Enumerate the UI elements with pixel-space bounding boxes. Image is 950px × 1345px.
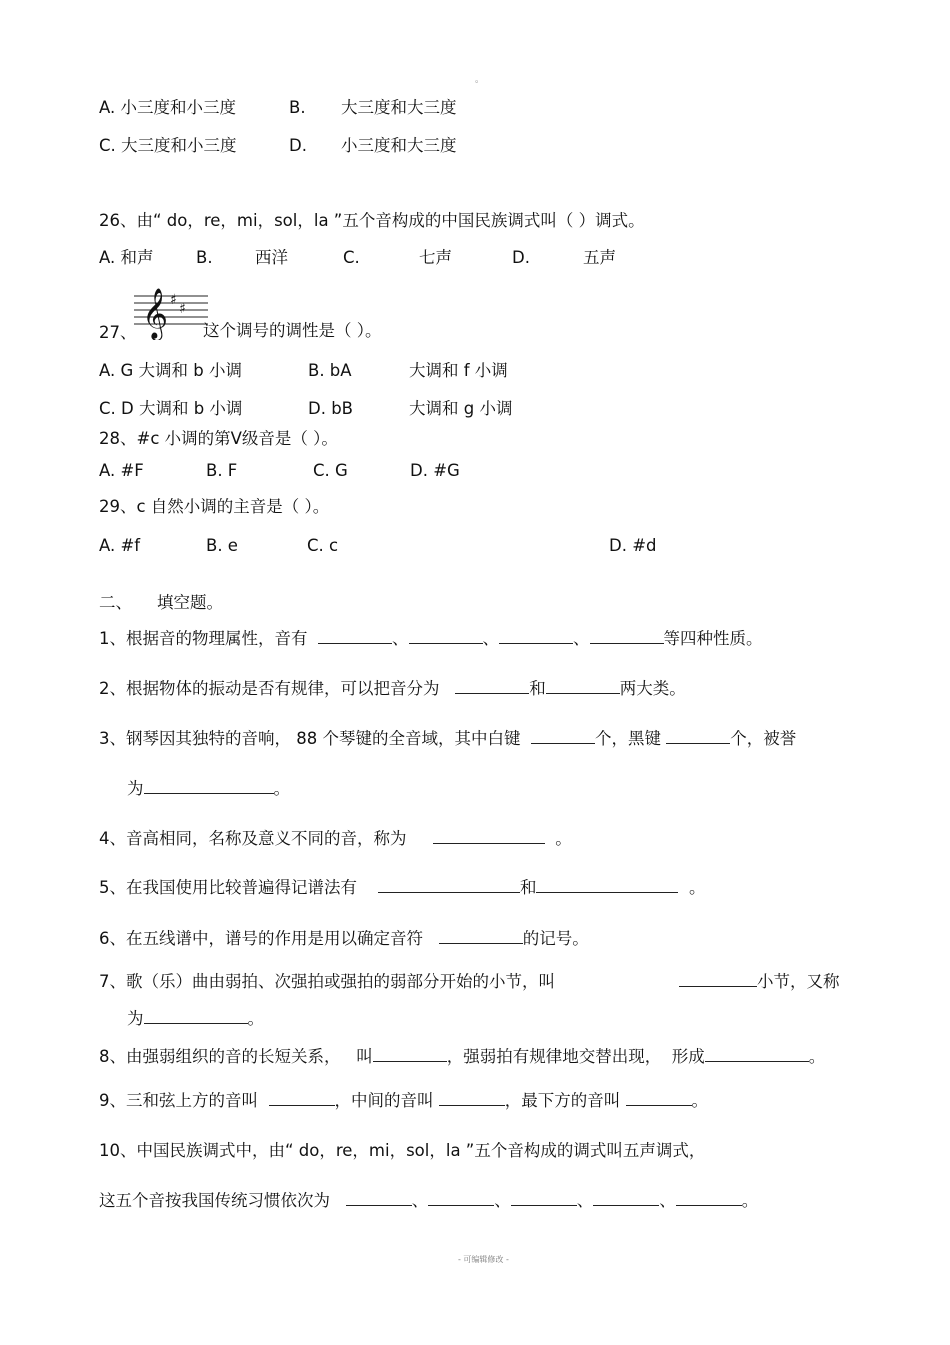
q25-option-a: A. 小三度和小三度 xyxy=(99,98,236,117)
q28-option-a: A. #F xyxy=(99,461,144,480)
q26-option-a: A. 和声 xyxy=(99,248,154,267)
q25-option-d-letter: D. xyxy=(289,136,307,155)
q28-option-b: B. F xyxy=(206,461,238,480)
fill-q10-cont: 这五个音按我国传统习惯依次为 、 、 、 、 。 xyxy=(99,1191,759,1210)
answer-blank[interactable] xyxy=(378,878,520,893)
fill-q1: 1、根据音的物理属性，音有 、 、 、 等四种性质。 xyxy=(99,629,763,648)
sharp-icon: ♯ xyxy=(179,301,186,317)
page-footer: - 可编辑修改 - xyxy=(458,1255,509,1264)
q28-option-c: C. G xyxy=(313,461,348,480)
answer-blank[interactable] xyxy=(666,729,730,744)
answer-blank[interactable] xyxy=(499,629,573,644)
fill-q4: 4、音高相同，名称及意义不同的音，称为 。 xyxy=(99,829,572,848)
answer-blank[interactable] xyxy=(409,629,483,644)
section-number: 二、 xyxy=(99,593,132,612)
answer-blank[interactable] xyxy=(511,1191,577,1206)
section-title: 填空题。 xyxy=(157,593,223,612)
fill-q3-cont: 为 。 xyxy=(127,779,290,798)
key-signature-staff-image xyxy=(134,282,208,340)
answer-blank[interactable] xyxy=(144,1009,248,1024)
q25-option-b: 大三度和大三度 xyxy=(341,98,457,117)
q29-option-b: B. e xyxy=(206,536,238,555)
q29-option-c: C. c xyxy=(307,536,339,555)
q25-option-b-letter: B. xyxy=(289,98,306,117)
q26-option-d: 五声 xyxy=(583,248,616,267)
answer-blank[interactable] xyxy=(144,779,274,794)
fill-q5: 5、在我国使用比较普遍得记谱法有 和 。 xyxy=(99,878,706,897)
answer-blank[interactable] xyxy=(590,629,664,644)
fill-q7-cont: 为 。 xyxy=(127,1009,264,1028)
q27-question: 这个调号的调性是（ ）。 xyxy=(203,321,382,340)
answer-blank[interactable] xyxy=(546,679,620,694)
q27-option-d-letter: D. bB xyxy=(308,399,353,418)
answer-blank[interactable] xyxy=(455,679,529,694)
fill-q9: 9、三和弦上方的音叫 ，中间的音叫 ，最下方的音叫 。 xyxy=(99,1091,708,1110)
answer-blank[interactable] xyxy=(269,1091,335,1106)
q25-option-c: C. 大三度和小三度 xyxy=(99,136,237,155)
answer-blank[interactable] xyxy=(705,1047,809,1062)
fill-q7-blank: 小节，又称 xyxy=(679,972,840,992)
answer-blank[interactable] xyxy=(626,1091,692,1106)
q26-option-c: 七声 xyxy=(419,248,452,267)
treble-clef-icon: 𝄞 xyxy=(142,288,169,339)
answer-blank[interactable] xyxy=(536,878,678,893)
q27-option-b: 大调和 f 小调 xyxy=(409,361,508,380)
answer-blank[interactable] xyxy=(346,1191,412,1206)
answer-blank[interactable] xyxy=(318,629,392,644)
q27-number: 27、 xyxy=(99,323,137,342)
fill-q6: 6、在五线谱中，谱号的作用是用以确定音符 的记号。 xyxy=(99,929,589,948)
answer-blank[interactable] xyxy=(439,929,523,944)
q28-option-d: D. #G xyxy=(410,461,460,480)
q27-option-a: A. G 大调和 b 小调 xyxy=(99,361,242,380)
q29-question: 29、c 自然小调的主音是（ ）。 xyxy=(99,497,330,516)
fill-q2: 2、根据物体的振动是否有规律，可以把音分为 和 两大类。 xyxy=(99,679,686,698)
q27-option-d: 大调和 g 小调 xyxy=(409,399,513,418)
q26-option-b-letter: B. xyxy=(196,248,213,267)
header-mark: 。 xyxy=(475,75,485,85)
q29-option-d: D. #d xyxy=(609,536,657,555)
q26-option-c-letter: C. xyxy=(343,248,360,267)
fill-q7: 7、歌（乐）曲由弱拍、次强拍或强拍的弱部分开始的小节，叫 xyxy=(99,972,555,991)
q27-option-c: C. D 大调和 b 小调 xyxy=(99,399,243,418)
q28-question: 28、#c 小调的第Ⅴ级音是（ ）。 xyxy=(99,429,338,448)
answer-blank[interactable] xyxy=(679,972,757,987)
answer-blank[interactable] xyxy=(593,1191,659,1206)
q27-option-b-letter: B. bA xyxy=(308,361,352,380)
answer-blank[interactable] xyxy=(428,1191,494,1206)
answer-blank[interactable] xyxy=(439,1091,505,1106)
answer-blank[interactable] xyxy=(676,1191,742,1206)
answer-blank[interactable] xyxy=(531,729,595,744)
fill-q8: 8、由强弱组织的音的长短关系， 叫 ，强弱拍有规律地交替出现， 形成 。 xyxy=(99,1047,826,1066)
q26-option-b: 西洋 xyxy=(255,248,288,267)
answer-blank[interactable] xyxy=(373,1047,447,1062)
q26-question: 26、由“ do，re，mi，sol，la ”五个音构成的中国民族调式叫（ ）调式。 xyxy=(99,211,645,230)
q29-option-a: A. #f xyxy=(99,536,141,555)
sharp-icon: ♯ xyxy=(170,292,177,308)
q26-option-d-letter: D. xyxy=(512,248,530,267)
answer-blank[interactable] xyxy=(433,829,545,844)
fill-q10: 10、中国民族调式中，由“ do，re，mi，sol，la ”五个音构成的调式叫五声调式， xyxy=(99,1141,706,1160)
q25-option-d: 小三度和大三度 xyxy=(341,136,457,155)
fill-q3: 3、钢琴因其独特的音响， 88 个琴键的全音域，其中白键 个，黑键 个，被誉 xyxy=(99,729,797,748)
